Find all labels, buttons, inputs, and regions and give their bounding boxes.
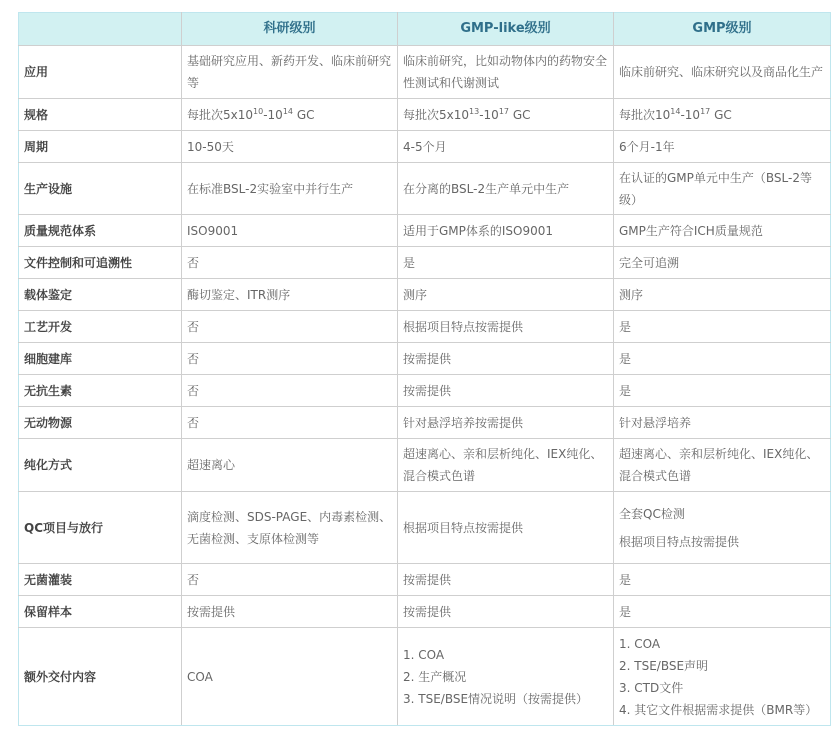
row-label: 保留样本 <box>19 596 182 628</box>
cell-gmp: 超速离心、亲和层析纯化、IEX纯化、混合模式色谱 <box>614 439 831 492</box>
header-research-grade: 科研级别 <box>182 13 398 46</box>
cell-gmp: 测序 <box>614 279 831 311</box>
cell-research <box>182 628 398 726</box>
spec-suffix: GC <box>293 107 315 122</box>
grade-comparison-table <box>18 12 831 726</box>
qc-line-1: 全套QC检测 <box>619 506 685 521</box>
row-label: 工艺开发 <box>19 311 182 343</box>
table-row-qc-release <box>19 492 831 564</box>
cell-research: 否 <box>182 343 398 375</box>
table-row-cell-banking <box>19 343 831 375</box>
table-row-animal-free <box>19 407 831 439</box>
row-label: 纯化方式 <box>19 439 182 492</box>
row-label: 生产设施 <box>19 163 182 215</box>
table-row-facility <box>19 163 831 215</box>
cell-gmp-like: 按需提供 <box>398 564 614 596</box>
header-corner <box>19 13 182 46</box>
cell-gmp-like: 4-5个月 <box>398 131 614 163</box>
cell-research <box>182 99 398 131</box>
cell-gmp <box>614 492 831 564</box>
cell-research: 在标准BSL-2实验室中并行生产 <box>182 163 398 215</box>
cell-gmp-like: 临床前研究，比如动物体内的药物安全性测试和代谢测试 <box>398 46 614 99</box>
row-label: 无菌灌装 <box>19 564 182 596</box>
cell-gmp-like: 适用于GMP体系的ISO9001 <box>398 215 614 247</box>
cell-research: 否 <box>182 247 398 279</box>
deliverable-item: 4. 其它文件根据需求提供（BMR等） <box>619 702 818 717</box>
deliverable-item: 3. TSE/BSE情况说明（按需提供） <box>403 691 589 706</box>
cell-gmp-like: 针对悬浮培养按需提供 <box>398 407 614 439</box>
header-gmp-grade: GMP级别 <box>614 13 831 46</box>
header-gmp-like-grade: GMP-like级别 <box>398 13 614 46</box>
table-header-row <box>19 13 831 46</box>
row-label: QC项目与放行 <box>19 492 182 564</box>
spec-exponent-high: 14 <box>282 106 293 116</box>
cell-gmp: 完全可追溯 <box>614 247 831 279</box>
deliverable-item: COA <box>187 669 213 684</box>
cell-gmp-like: 是 <box>398 247 614 279</box>
cell-gmp-like: 在分离的BSL-2生产单元中生产 <box>398 163 614 215</box>
table-row-aseptic-filling <box>19 564 831 596</box>
cell-research: 否 <box>182 564 398 596</box>
cell-gmp: 是 <box>614 564 831 596</box>
cell-gmp: 临床前研究、临床研究以及商品化生产 <box>614 46 831 99</box>
row-label: 周期 <box>19 131 182 163</box>
cell-research: 否 <box>182 407 398 439</box>
cell-research: 10-50天 <box>182 131 398 163</box>
spec-exponent-low: 13 <box>469 106 480 116</box>
cell-gmp-like: 按需提供 <box>398 596 614 628</box>
spec-prefix: 每批次10 <box>619 107 671 122</box>
cell-gmp-like: 按需提供 <box>398 375 614 407</box>
row-label: 规格 <box>19 99 182 131</box>
spec-exponent-high: 17 <box>498 106 509 116</box>
cell-gmp: 针对悬浮培养 <box>614 407 831 439</box>
cell-gmp: 是 <box>614 343 831 375</box>
cell-research: 否 <box>182 375 398 407</box>
table-row-quality-system <box>19 215 831 247</box>
cell-research: 按需提供 <box>182 596 398 628</box>
spec-exponent-high: 17 <box>700 106 711 116</box>
cell-research: ISO9001 <box>182 215 398 247</box>
spec-prefix: 每批次5x10 <box>403 107 470 122</box>
cell-gmp-like: 根据项目特点按需提供 <box>398 311 614 343</box>
deliverable-item: 2. 生产概况 <box>403 669 467 684</box>
cell-gmp: 是 <box>614 596 831 628</box>
spec-mid: -10 <box>680 107 701 122</box>
table-row-process-development <box>19 311 831 343</box>
cell-gmp: 6个月-1年 <box>614 131 831 163</box>
cell-gmp-like: 超速离心、亲和层析纯化、IEX纯化、混合模式色谱 <box>398 439 614 492</box>
cell-gmp: 在认证的GMP单元中生产（BSL-2等级） <box>614 163 831 215</box>
comparison-table-container <box>18 12 830 726</box>
cell-research: 滴度检测、SDS-PAGE、内毒素检测、无菌检测、支原体检测等 <box>182 492 398 564</box>
cell-research: 酶切鉴定、ITR测序 <box>182 279 398 311</box>
table-row-cycle <box>19 131 831 163</box>
spec-prefix: 每批次5x10 <box>187 107 254 122</box>
cell-research: 否 <box>182 311 398 343</box>
cell-gmp: GMP生产符合ICH质量规范 <box>614 215 831 247</box>
row-label: 无动物源 <box>19 407 182 439</box>
spec-exponent-low: 14 <box>670 106 681 116</box>
row-label: 质量规范体系 <box>19 215 182 247</box>
cell-gmp: 是 <box>614 311 831 343</box>
cell-gmp <box>614 99 831 131</box>
qc-line-2: 根据项目特点按需提供 <box>619 534 740 549</box>
cell-gmp-like: 测序 <box>398 279 614 311</box>
table-row-retained-samples <box>19 596 831 628</box>
deliverable-item: 3. CTD文件 <box>619 680 684 695</box>
row-label: 应用 <box>19 46 182 99</box>
table-row-traceability <box>19 247 831 279</box>
cell-gmp <box>614 628 831 726</box>
table-row-antibiotic-free <box>19 375 831 407</box>
table-row-vector-identification <box>19 279 831 311</box>
spec-mid: -10 <box>263 107 283 122</box>
spec-suffix: GC <box>710 107 732 122</box>
cell-research: 超速离心 <box>182 439 398 492</box>
table-row-purification <box>19 439 831 492</box>
row-label: 载体鉴定 <box>19 279 182 311</box>
deliverable-item: 1. COA <box>403 647 445 662</box>
spec-mid: -10 <box>479 107 499 122</box>
cell-gmp-like <box>398 628 614 726</box>
deliverable-item: 1. COA <box>619 636 661 651</box>
table-row-application <box>19 46 831 99</box>
deliverable-item: 2. TSE/BSE声明 <box>619 658 709 673</box>
table-row-specification <box>19 99 831 131</box>
row-label: 额外交付内容 <box>19 628 182 726</box>
spec-suffix: GC <box>509 107 531 122</box>
cell-gmp-like <box>398 99 614 131</box>
row-label: 无抗生素 <box>19 375 182 407</box>
cell-gmp-like: 按需提供 <box>398 343 614 375</box>
cell-research: 基础研究应用、新药开发、临床前研究等 <box>182 46 398 99</box>
cell-gmp-like: 根据项目特点按需提供 <box>398 492 614 564</box>
row-label: 细胞建库 <box>19 343 182 375</box>
cell-gmp: 是 <box>614 375 831 407</box>
table-row-extra-deliverables <box>19 628 831 726</box>
row-label: 文件控制和可追溯性 <box>19 247 182 279</box>
spec-exponent-low: 10 <box>253 106 264 116</box>
